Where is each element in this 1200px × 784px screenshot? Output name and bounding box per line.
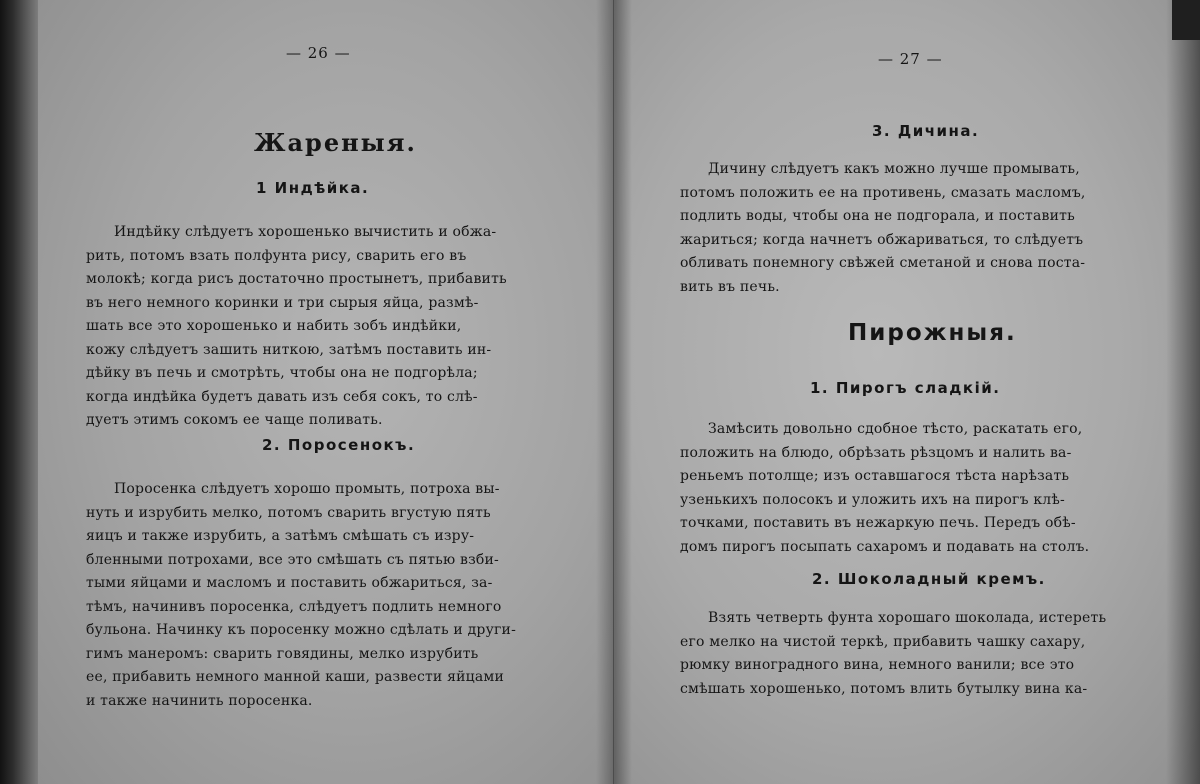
section-title-zharenyya: Жареныя. bbox=[254, 128, 417, 157]
text-line: домъ пирогъ посыпать сахаромъ и подавать на столъ. bbox=[680, 538, 1090, 555]
recipe-heading-pirog-sladkiy: 1. Пирогъ сладкій. bbox=[810, 379, 1001, 397]
text-line: вить въ печь. bbox=[680, 278, 780, 295]
page-number-right: — 27 — bbox=[878, 50, 943, 68]
text-line: яицъ и также изрубить, а затѣмъ смѣшать съ изру- bbox=[86, 528, 475, 544]
text-line: когда индѣйка будетъ давать изъ себя сокъ, то слѣ- bbox=[86, 388, 478, 405]
text-line: ее, прибавить немного манной каши, развести яйцами bbox=[86, 669, 505, 685]
text-line: и также начинить поросенка. bbox=[86, 692, 313, 709]
recipe-text-indeyka bbox=[86, 221, 586, 433]
recipe-text-porosenok bbox=[86, 478, 586, 713]
text-line: тѣмъ, начинивъ поросенка, слѣдуетъ подлить немного bbox=[86, 598, 502, 615]
left-page bbox=[38, 0, 614, 784]
recipe-text-shokoladnyy-krem bbox=[680, 607, 1185, 701]
text-line: смѣшать хорошенько, потомъ влить бутылку вина ка- bbox=[680, 680, 1088, 697]
text-line: дуетъ этимъ сокомъ ее чаще поливать. bbox=[86, 412, 383, 428]
text-line: тыми яйцами и масломъ и поставить обжариться, за- bbox=[86, 575, 493, 591]
recipe-heading-shokoladnyy-krem: 2. Шоколадный кремъ. bbox=[812, 570, 1046, 588]
recipe-text-dichina bbox=[680, 158, 1180, 299]
text-line: бленными потрохами, все это смѣшать съ пятью взби- bbox=[86, 551, 499, 568]
text-line: Индѣйку слѣдуетъ хорошенько вычистить и обжа- bbox=[114, 224, 497, 240]
text-line: узенькихъ полосокъ и уложить ихъ на пирогъ клѣ- bbox=[680, 491, 1065, 508]
text-line: молокѣ; когда рисъ достаточно простынетъ, прибавить bbox=[86, 271, 507, 287]
page-number-left: — 26 — bbox=[286, 44, 351, 62]
book-gutter-shadow bbox=[596, 0, 632, 784]
text-line: нуть и изрубить мелко, потомъ сварить вгустую пять bbox=[86, 504, 491, 521]
text-line: Взять четверть фунта хорошаго шоколада, истереть bbox=[708, 610, 1107, 626]
text-line: жариться; когда начнетъ обжариваться, то слѣдуетъ bbox=[680, 231, 1084, 248]
page-corner bbox=[1172, 0, 1200, 40]
text-line: Поросенка слѣдуетъ хорошо промыть, потроха вы- bbox=[114, 481, 500, 497]
text-line: потомъ положить ее на противень, смазать масломъ, bbox=[680, 184, 1086, 201]
text-line: Замѣсить довольно сдобное тѣсто, раскатать его, bbox=[708, 421, 1083, 437]
right-page bbox=[614, 0, 1200, 784]
text-line: подлить воды, чтобы она не подгорала, и поставить bbox=[680, 208, 1075, 224]
text-line: реньемъ потолще; изъ оставшагося тѣста нарѣзать bbox=[680, 468, 1070, 484]
text-line: точками, поставить въ нежаркую печь. Передъ обѣ- bbox=[680, 515, 1076, 531]
text-line: шать все это хорошенько и набить зобъ индѣйки, bbox=[86, 318, 462, 334]
text-line: положить на блюдо, обрѣзать рѣзцомъ и налить ва- bbox=[680, 444, 1072, 461]
text-line: рюмку виноградного вина, немного ванили; все это bbox=[680, 657, 1075, 673]
text-line: бульона. Начинку къ поросенку можно сдѣлать и други- bbox=[86, 622, 517, 638]
section-title-pirozhnyya: Пирожныя. bbox=[848, 320, 1017, 346]
recipe-text-pirog-sladkiy bbox=[680, 418, 1185, 559]
text-line: дѣйку въ печь и смотрѣть, чтобы она не подгорѣла; bbox=[86, 365, 478, 381]
text-line: обливать понемногу свѣжей сметаной и снова поста- bbox=[680, 255, 1086, 271]
book-spine-edge bbox=[0, 0, 42, 784]
recipe-heading-dichina: 3. Дичина. bbox=[872, 122, 980, 140]
text-line: его мелко на чистой теркѣ, прибавить чашку сахару, bbox=[680, 633, 1086, 650]
text-line: въ него немного коринки и три сырыя яйца, размѣ- bbox=[86, 294, 479, 311]
recipe-heading-indeyka: 1 Индѣйка. bbox=[256, 179, 370, 197]
text-line: гимъ манеромъ: сварить говядины, мелко изрубить bbox=[86, 645, 479, 662]
text-line: рить, потомъ взать полфунта рису, сварить его въ bbox=[86, 247, 467, 264]
text-line: Дичину слѣдуетъ какъ можно лучше промывать, bbox=[708, 161, 1080, 177]
recipe-heading-porosenok: 2. Поросенокъ. bbox=[262, 436, 416, 454]
text-line: кожу слѣдуетъ зашить ниткою, затѣмъ поставить ин- bbox=[86, 341, 492, 358]
right-page-edge-shadow bbox=[1166, 0, 1200, 784]
